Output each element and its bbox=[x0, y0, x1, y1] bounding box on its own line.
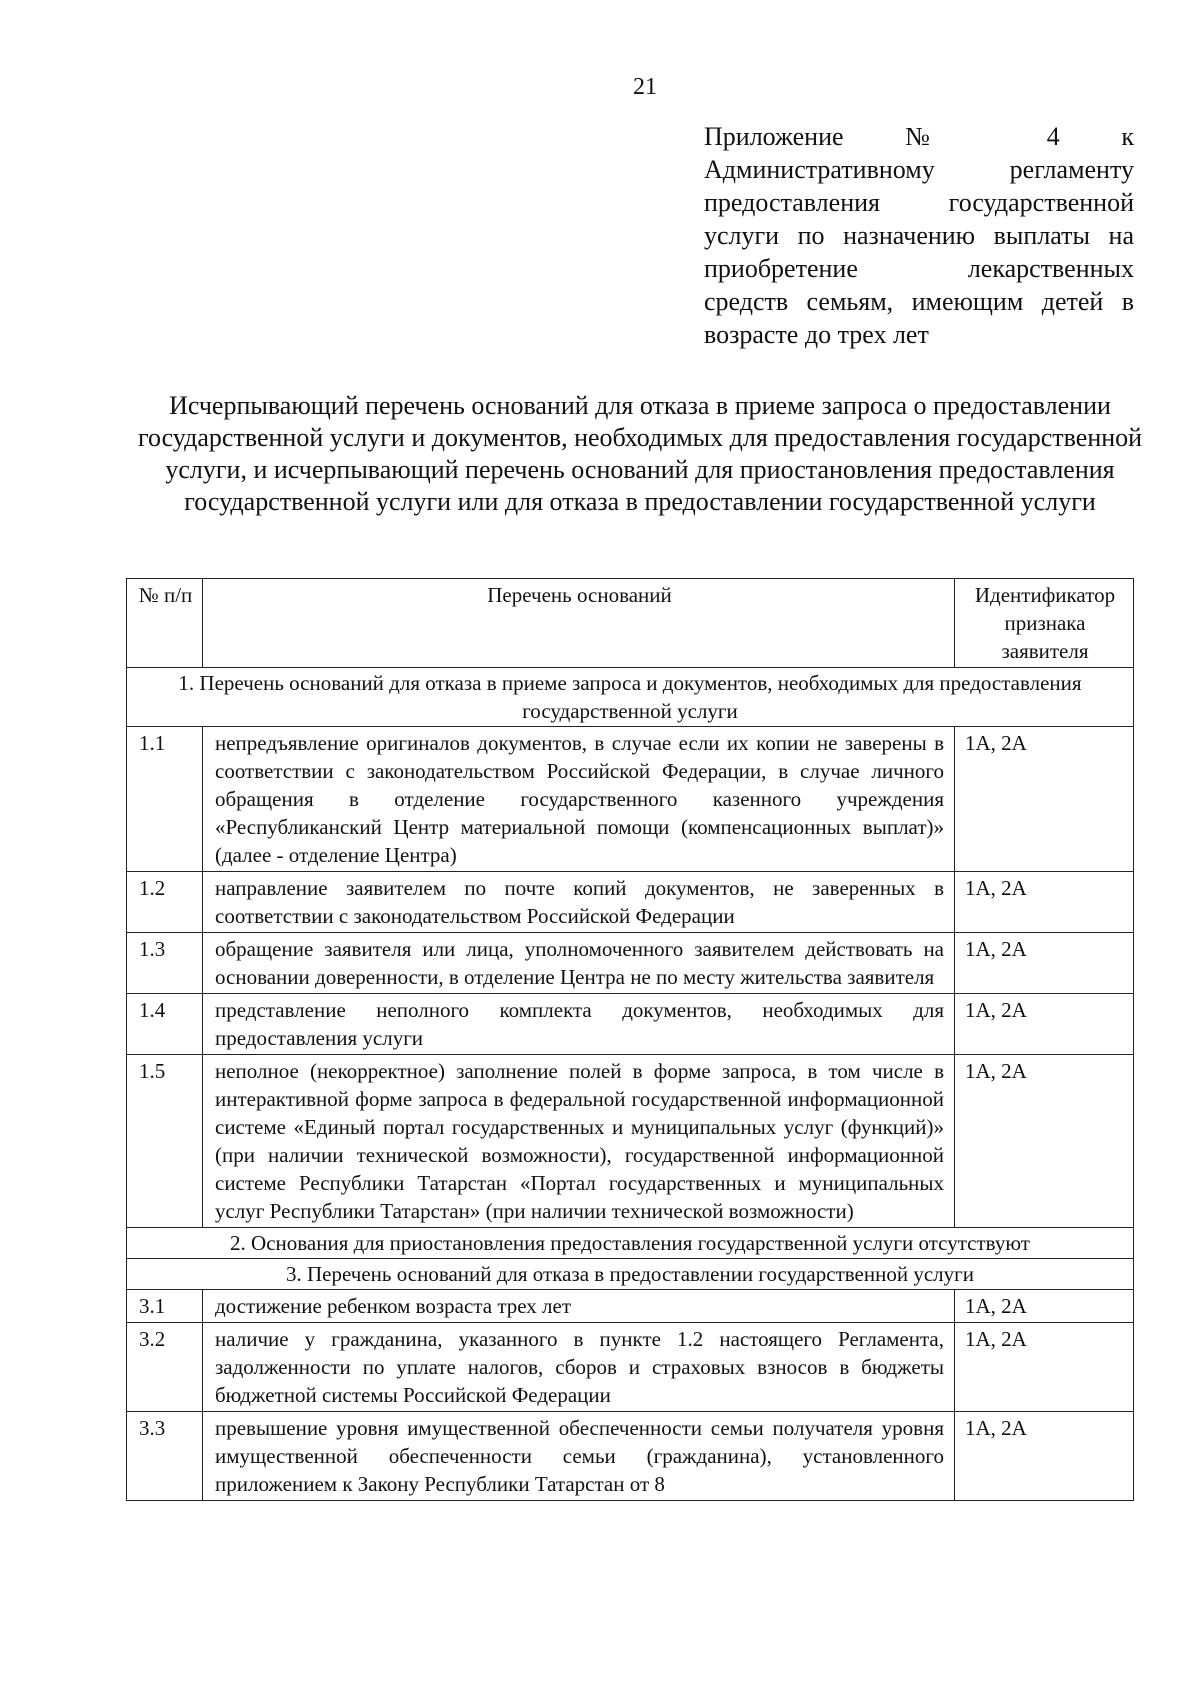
row-text: достижение ребенком возраста трех лет bbox=[203, 1290, 955, 1323]
row-num: 1.5 bbox=[127, 1055, 203, 1228]
table-row bbox=[127, 1412, 1134, 1501]
row-ident: 1А, 2А bbox=[955, 1323, 1134, 1412]
appendix-note bbox=[704, 120, 1134, 351]
table-row bbox=[127, 933, 1134, 994]
row-num: 1.1 bbox=[127, 727, 203, 872]
header-reason: Перечень оснований bbox=[203, 579, 955, 668]
table-row bbox=[127, 872, 1134, 933]
row-ident: 1А, 2А bbox=[955, 727, 1134, 872]
row-num: 3.2 bbox=[127, 1323, 203, 1412]
grounds-table bbox=[126, 578, 1134, 1501]
section-3-title: 3. Перечень оснований для отказа в предоставлении государственной услуги bbox=[127, 1259, 1134, 1290]
appendix-line: предоставления государственной bbox=[704, 188, 1134, 217]
row-text: непредъявление оригиналов документов, в случае если их копии не заверены в соответствии с законодательством Российской Федерации, в случае личного обращения в отделение государственного казенного учреждения «Республиканский Центр материальной помощи (компенсационных выплат)» (далее - отделение Центра) bbox=[203, 727, 955, 872]
page-number: 21 bbox=[633, 74, 657, 100]
row-num: 3.1 bbox=[127, 1290, 203, 1323]
appendix-line: средств семьям, имеющим детей в bbox=[704, 287, 1134, 316]
row-text: направление заявителем по почте копий документов, не заверенных в соответствии с законодательством Российской Федерации bbox=[203, 872, 955, 933]
row-ident: 1А, 2А bbox=[955, 1055, 1134, 1228]
row-ident: 1А, 2А bbox=[955, 994, 1134, 1055]
row-text: неполное (некорректное) заполнение полей в форме запроса, в том числе в интерактивной форме запроса в федеральной государственной информационной системе «Единый портал государственных и муниципальных услуг (функций)» (при наличии технической возможности), государственной информационной системе Республики Татарстан «Портал государственных и муниципальных услуг Республики Татарстан» (при наличии технической возможности) bbox=[203, 1055, 955, 1228]
row-ident: 1А, 2А bbox=[955, 872, 1134, 933]
header-num: № п/п bbox=[127, 579, 203, 668]
appendix-line: приобретение лекарственных bbox=[704, 254, 1134, 283]
section-row bbox=[127, 668, 1134, 727]
section-row bbox=[127, 1228, 1134, 1259]
row-ident: 1А, 2А bbox=[955, 1412, 1134, 1501]
table-row bbox=[127, 994, 1134, 1055]
section-1-title: 1. Перечень оснований для отказа в приеме запроса и документов, необходимых для предоставления государственной услуги bbox=[127, 668, 1134, 727]
row-text: превышение уровня имущественной обеспеченности семьи получателя уровня имущественной обеспеченности семьи (гражданина), установленного приложением к Закону Республики Татарстан от 8 bbox=[203, 1412, 955, 1501]
row-text: представление неполного комплекта документов, необходимых для предоставления услуги bbox=[203, 994, 955, 1055]
row-text: обращение заявителя или лица, уполномоченного заявителем действовать на основании доверенности, в отделение Центра не по месту жительства заявителя bbox=[203, 933, 955, 994]
table-row bbox=[127, 1290, 1134, 1323]
appendix-line: услуги по назначению выплаты на bbox=[704, 221, 1134, 250]
row-num: 1.2 bbox=[127, 872, 203, 933]
table-row bbox=[127, 1323, 1134, 1412]
row-num: 1.4 bbox=[127, 994, 203, 1055]
table-row bbox=[127, 727, 1134, 872]
row-text: наличие у гражданина, указанного в пункте 1.2 настоящего Регламента, задолженности по уплате налогов, сборов и страховых взносов в бюджеты бюджетной системы Российской Федерации bbox=[203, 1323, 955, 1412]
section-row bbox=[127, 1259, 1134, 1290]
table-header-row bbox=[127, 579, 1134, 668]
appendix-line: возрасте до трех лет bbox=[704, 320, 929, 349]
row-num: 1.3 bbox=[127, 933, 203, 994]
table-row bbox=[127, 1055, 1134, 1228]
section-2-title: 2. Основания для приостановления предоставления государственной услуги отсутствуют bbox=[127, 1228, 1134, 1259]
appendix-line: Административному регламенту bbox=[704, 155, 1134, 184]
appendix-line: Приложение № 4 к bbox=[704, 122, 1134, 151]
document-title: Исчерпывающий перечень оснований для отказа в приеме запроса о предоставлении государственной услуги и документов, необходимых для предоставления государственной услуги, и исчерпывающий перечень оснований для приостановления предоставления государственной услуги или для отказа в предоставлении государственной услуги bbox=[137, 391, 1143, 516]
row-ident: 1А, 2А bbox=[955, 933, 1134, 994]
row-ident: 1А, 2А bbox=[955, 1290, 1134, 1323]
row-num: 3.3 bbox=[127, 1412, 203, 1501]
header-ident: Идентификатор признака заявителя bbox=[955, 579, 1134, 668]
